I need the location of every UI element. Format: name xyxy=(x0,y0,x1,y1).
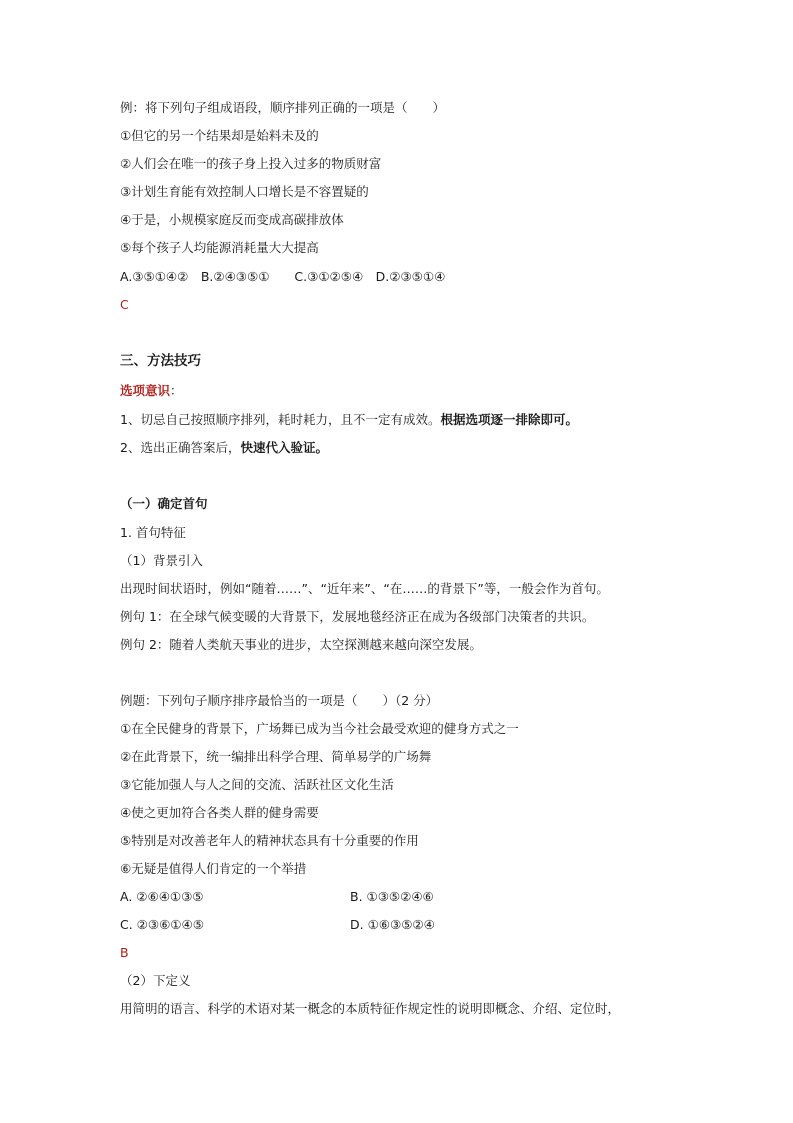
sentence-4: ④于是，小规模家庭反而变成高碳排放体 xyxy=(120,212,344,227)
answer-options: A.③⑤①④② B.②④③⑤① C.③①②⑤④ D.②③⑤①④ xyxy=(120,269,446,284)
option-c: C. ②③⑥①④⑤ xyxy=(120,917,204,932)
option-awareness-heading xyxy=(120,382,183,400)
subsection-item: 1. 首句特征 xyxy=(120,525,186,540)
sentence-4: ④使之更加符合各类人群的健身需要 xyxy=(120,805,319,820)
example-sentence-2: 例句 2：随着人类航天事业的进步，太空探测越来越向深空发展。 xyxy=(120,637,482,652)
option-a: A. ②⑥④①③⑤ xyxy=(120,889,204,904)
sentence-3: ③它能加强人与人之间的交流、活跃社区文化生活 xyxy=(120,777,394,792)
example-sentence-1: 例句 1：在全球气候变暖的大背景下，发展地毯经济正在成为各级部门决策者的共识。 xyxy=(120,609,595,624)
sentence-5: ⑤每个孩子人均能源消耗量大大提高 xyxy=(120,240,319,255)
section-title: 三、方法技巧 xyxy=(120,353,201,369)
subsection-subitem: （1）背景引入 xyxy=(120,553,203,568)
sentence-1: ①在全民健身的背景下，广场舞已成为当今社会最受欢迎的健身方式之一 xyxy=(120,721,519,736)
example-question: 例：将下列句子组成语段，顺序排列正确的一项是（ ） xyxy=(120,100,446,115)
option-awareness-colon: ： xyxy=(170,383,183,398)
option-awareness-label: 选项意识 xyxy=(120,383,171,398)
tip-2 xyxy=(120,439,328,457)
tip-1-text: 1、切忌自己按照顺序排列，耗时耗力，且不一定有成效。 xyxy=(120,412,441,427)
answer: C xyxy=(120,297,129,312)
sentence-3: ③计划生育能有效控制人口增长是不容置疑的 xyxy=(120,184,369,199)
subsection-subitem: （2）下定义 xyxy=(120,973,191,988)
description: 出现时间状语时，例如“随着……”、“近年来”、“在……的背景下”等，一般会作为首句。 xyxy=(120,581,609,596)
example-question: 例题：下列句子顺序排序最恰当的一项是（ ）（2 分） xyxy=(120,693,439,708)
tip-2-text: 2、选出正确答案后， xyxy=(120,440,241,455)
sentence-6: ⑥无疑是值得人们肯定的一个举措 xyxy=(120,861,307,876)
tip-1 xyxy=(120,411,578,429)
sentence-2: ②人们会在唯一的孩子身上投入过多的物质财富 xyxy=(120,156,382,171)
sentence-5: ⑤特别是对改善老年人的精神状态具有十分重要的作用 xyxy=(120,833,419,848)
tip-1-emphasis: 根据选项逐一排除即可。 xyxy=(440,412,578,427)
sentence-1: ①但它的另一个结果却是始料未及的 xyxy=(120,128,319,143)
answer: B xyxy=(120,945,129,960)
description: 用简明的语言、科学的术语对某一概念的本质特征作规定性的说明即概念、介绍、定位时， xyxy=(120,1001,621,1016)
option-d: D. ①⑥③⑤②④ xyxy=(350,917,435,932)
subsection-title: （一）确定首句 xyxy=(120,496,208,511)
option-b: B. ①③⑤②④⑥ xyxy=(350,889,434,904)
tip-2-emphasis: 快速代入验证。 xyxy=(240,440,328,455)
sentence-2: ②在此背景下，统一编排出科学合理、简单易学的广场舞 xyxy=(120,749,432,764)
